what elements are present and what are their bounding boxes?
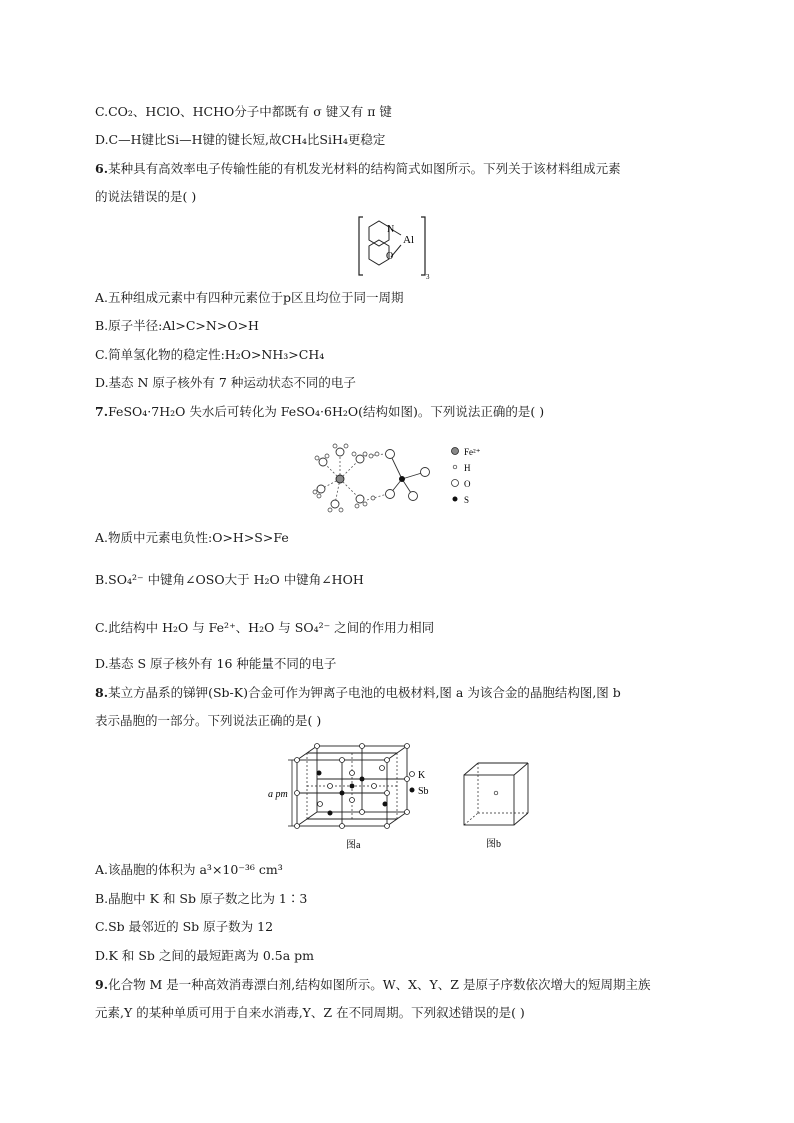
figure-q6-structure <box>357 213 437 281</box>
nitrogen-label: N <box>387 224 395 235</box>
aluminum-label: Al <box>403 234 414 246</box>
legend-sb-icon <box>410 788 415 793</box>
legend-s-icon <box>453 497 458 502</box>
left-bracket <box>359 217 363 275</box>
oxygen-label: O <box>386 251 394 262</box>
option-b-q8: B.晶胞中 K 和 Sb 原子数之比为 1∶3 <box>95 891 308 906</box>
legend-fe-icon <box>452 448 459 455</box>
option-c-q6: C.简单氢化物的稳定性:H₂O>NH₃>CH₄ <box>95 347 325 362</box>
figure-q8a-unit-cell <box>262 738 442 853</box>
option-d-q5: D.C—H键比Si—H键的键长短,故CH₄比SiH₄更稳定 <box>95 132 386 147</box>
legend-fe-label: Fe²⁺ <box>464 447 481 457</box>
option-a-q8: A.该晶胞的体积为 a³×10⁻³⁶ cm³ <box>95 862 283 877</box>
figure-q7-structure <box>305 434 485 524</box>
question-6-stem-cont: 的说法错误的是( ) <box>95 189 197 204</box>
option-a-q6: A.五种组成元素中有四种元素位于p区且均位于同一周期 <box>95 290 404 305</box>
legend-s-label: S <box>464 495 470 505</box>
option-c-q8: C.Sb 最邻近的 Sb 原子数为 12 <box>95 919 274 934</box>
option-d-q7: D.基态 S 原子核外有 16 种能量不同的电子 <box>95 656 337 671</box>
legend-k-label: K <box>418 770 426 781</box>
benzene-ring-upper <box>369 221 389 246</box>
option-b-q7: B.SO₄²⁻ 中键角∠OSO大于 H₂O 中键角∠HOH <box>95 572 364 587</box>
center-atom <box>494 791 498 795</box>
question-8-stem: 8.某立方晶系的锑钾(Sb-K)合金可作为钾离子电池的电极材料,图 a 为该合金的晶胞结构图,图 b <box>95 685 621 700</box>
legend-h-label: H <box>464 463 471 473</box>
option-b-q6: B.原子半径:Al>C>N>O>H <box>95 318 259 333</box>
option-a-q7: A.物质中元素电负性:O>H>S>Fe <box>95 530 289 545</box>
question-9-stem: 9.化合物 M 是一种高效消毒漂白剂,结构如图所示。W、X、Y、Z 是原子序数依次增大的短周期主族 <box>95 977 651 992</box>
question-8-stem-cont: 表示晶胞的一部分。下列说法正确的是( ) <box>95 713 322 728</box>
option-d-q6: D.基态 N 原子核外有 7 种运动状态不同的电子 <box>95 375 356 390</box>
option-c-q5: C.CO₂、HClO、HCHO分子中都既有 σ 键又有 π 键 <box>95 104 392 119</box>
bracket-subscript: 3 <box>426 273 430 281</box>
sulfur-atom <box>399 476 405 482</box>
question-6-stem: 6.某种具有高效率电子传输性能的有机发光材料的结构简式如图所示。下列关于该材料组成元素 <box>95 161 621 176</box>
fe-ion-atom <box>336 475 344 483</box>
question-7-stem: 7.FeSO₄·7H₂O 失水后可转化为 FeSO₄·6H₂O(结构如图)。下列说法正确的是( ) <box>95 404 545 419</box>
legend-h-icon <box>453 465 457 469</box>
caption-figure-b: 图b <box>486 839 501 850</box>
legend-k-icon <box>410 772 415 777</box>
legend-o-icon <box>452 480 459 487</box>
option-c-q7: C.此结构中 H₂O 与 Fe²⁺、H₂O 与 SO₄²⁻ 之间的作用力相同 <box>95 620 435 635</box>
dimension-label: a pm <box>268 789 288 800</box>
legend-o-label: O <box>464 479 471 489</box>
option-d-q8: D.K 和 Sb 之间的最短距离为 0.5a pm <box>95 948 315 963</box>
legend-sb-label: Sb <box>418 786 429 797</box>
caption-figure-a: 图a <box>346 840 361 851</box>
right-bracket <box>421 217 425 275</box>
figure-q8b-partial-cell <box>458 755 538 853</box>
question-9-stem-cont: 元素,Y 的某种单质可用于自来水消毒,Y、Z 在不同周期。下列叙述错误的是( ) <box>95 1005 525 1020</box>
